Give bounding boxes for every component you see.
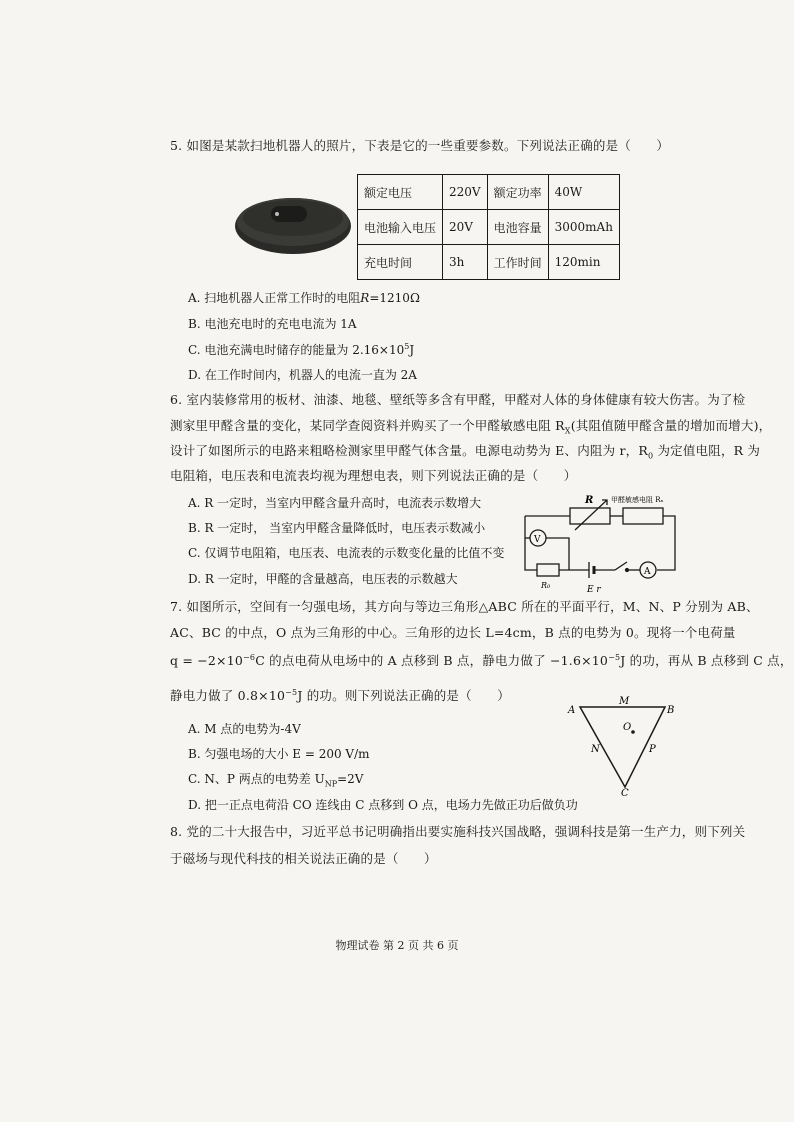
page-footer: 物理试卷 第 2 页 共 6 页 xyxy=(335,939,459,952)
q6-stem-line-4: 电阻箱，电压表和电流表均视为理想电表，则下列说法正确的是（ ） xyxy=(170,468,577,483)
q5-stem: 5. 如图是某款扫地机器人的照片，下表是它的一些重要参数。下列说法正确的是（ ） xyxy=(170,138,670,153)
table-cell: 3h xyxy=(443,245,488,280)
q7-stem-line-3: $q = -2\times 10^{-6}C$ 的点电荷从电场中的 A 点移到 B 点，静电力做了 $-1.6\times 10^{-5}J$ 的功，再从 B 点移到 C 点， xyxy=(170,652,793,668)
table-row xyxy=(358,175,620,210)
table-row xyxy=(358,245,620,280)
q6-stem-line-3: 设计了如图所示的电路来粗略检测家里甲醛气体含量。电源电动势为 E、内阻为 r，$R_0$ 为定值电阻，R 为 xyxy=(170,443,761,461)
vertex-c-label: C xyxy=(621,788,629,797)
q5-param-table xyxy=(357,174,620,280)
q6-stem-line-1: 6. 室内装修常用的板材、油漆、地毯、壁纸等多含有甲醛，甲醛对人体的身体健康有较大伤害。为了检 xyxy=(170,392,746,407)
table-cell: 20V xyxy=(443,210,488,245)
q6-option-c: C. 仅调节电阻箱，电压表、电流表的示数变化量的比值不变 xyxy=(188,546,505,560)
q7-stem-line-4: 静电力做了 $0.8\times 10^{-5}J$ 的功。则下列说法正确的是（ ） xyxy=(170,687,510,703)
table-cell: 120min xyxy=(548,245,619,280)
table-cell: 额定电压 xyxy=(358,175,443,210)
midpoint-n-label: N xyxy=(591,744,600,755)
q7-option-b: B. 匀强电场的大小 E = 200 V/m xyxy=(188,747,370,761)
table-cell: 3000mAh xyxy=(548,210,619,245)
table-cell: 220V xyxy=(443,175,488,210)
table-cell: 40W xyxy=(548,175,619,210)
q8-stem-line-1: 8. 党的二十大报告中，习近平总书记明确指出要实施科技兴国战略，强调科技是第一生产力，则下列关 xyxy=(170,824,746,839)
circuit-label-rx: 甲醛敏感电阻 Rₓ xyxy=(611,496,664,504)
q6-option-b: B. R 一定时， 当室内甲醛含量降低时，电压表示数减小 xyxy=(188,521,486,535)
vertex-b-label: B xyxy=(667,705,675,716)
midpoint-p-label: P xyxy=(649,744,656,755)
q7-triangle-diagram xyxy=(565,692,685,797)
table-cell: 充电时间 xyxy=(358,245,443,280)
table-cell: 电池容量 xyxy=(487,210,548,245)
q8-stem-line-2: 于磁场与现代科技的相关说法正确的是（ ） xyxy=(170,851,437,866)
q6-option-a: A. R 一定时，当室内甲醛含量升高时，电流表示数增大 xyxy=(188,496,482,510)
q5-option-c: C. 电池充满电时储存的能量为 $2.16\times 10^5J$ xyxy=(188,342,415,357)
ammeter-symbol: A xyxy=(644,567,651,577)
q6-option-d: D. R 一定时，甲醛的含量越高，电压表的示数越大 xyxy=(188,572,458,586)
q7-stem-line-1: 7. 如图所示，空间有一匀强电场，其方向与等边三角形△ABC 所在的平面平行，M、N、P 分别为 AB、 xyxy=(170,599,759,614)
circuit-label-r: R xyxy=(585,495,594,506)
q7-option-a: A. M 点的电势为-4V xyxy=(188,722,301,736)
q7-option-c: C. N、P 两点的电势差 $U_{NP}=2V$ xyxy=(188,772,364,789)
robot-vacuum-image xyxy=(233,188,353,258)
q5-option-b: B. 电池充电时的充电电流为 1A xyxy=(188,317,357,331)
table-row xyxy=(358,210,620,245)
table-cell: 额定功率 xyxy=(487,175,548,210)
q6-circuit-diagram xyxy=(515,488,685,598)
voltmeter-symbol: V xyxy=(534,535,541,545)
q7-option-d: D. 把一正点电荷沿 CO 连线由 C 点移到 O 点，电场力先做正功后做负功 xyxy=(188,798,578,812)
circuit-label-r0: R₀ xyxy=(541,581,551,590)
q6-stem-line-2: 测家里甲醛含量的变化，某同学查阅资料并购买了一个甲醛敏感电阻 $R_X$(其阻值随甲醛含量的增加而增大)， xyxy=(170,418,772,436)
table-cell: 工作时间 xyxy=(487,245,548,280)
center-o-label: O xyxy=(623,722,632,733)
table-cell: 电池输入电压 xyxy=(358,210,443,245)
circuit-label-er: E r xyxy=(587,585,601,595)
q7-stem-line-2: AC、BC 的中点，O 点为三角形的中心。三角形的边长 L=4cm，B 点的电势为 0。现将一个电荷量 xyxy=(170,625,736,640)
vertex-a-label: A xyxy=(568,705,576,716)
q5-option-a: A. 扫地机器人正常工作时的电阻R=1210Ω xyxy=(188,291,420,305)
midpoint-m-label: M xyxy=(619,696,630,707)
q5-option-d: D. 在工作时间内，机器人的电流一直为 2A xyxy=(188,368,417,382)
